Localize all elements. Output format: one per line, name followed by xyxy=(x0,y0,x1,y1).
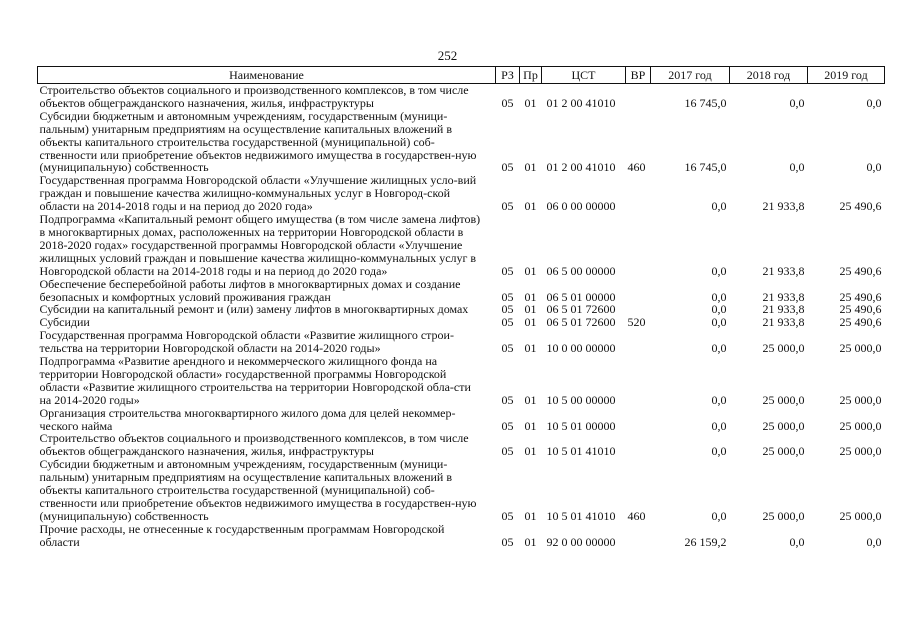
row-cst: 06 5 00 00000 xyxy=(546,263,616,278)
header-2017: 2017 год xyxy=(651,67,730,84)
row-cst: 10 5 00 00000 xyxy=(546,392,616,407)
row-vr: 460 xyxy=(627,160,646,175)
row-cst: 06 5 01 72600 xyxy=(546,315,616,330)
row-vr xyxy=(626,523,651,549)
table-body xyxy=(38,84,885,549)
row-pr: 01 xyxy=(524,315,537,330)
row-2019: 0,0 xyxy=(866,95,882,110)
row-rz: 05 xyxy=(501,392,514,407)
row-2018: 25 000,0 xyxy=(762,418,805,433)
row-name: Субсидии бюджетным и автономным учреждениям, государственным (муници-пальным) унитарным предприятиям на осуществление капитальных вложений в объекты капитального строительства государственной (муниципальной) соб-ственности или приобретение объектов недвижимого имущества в государствен-ную (муниципальную) собственность xyxy=(39,108,477,175)
row-2018: 21 933,8 xyxy=(762,199,805,214)
row-2018: 25 000,0 xyxy=(762,341,805,356)
row-2019: 0,0 xyxy=(866,534,882,549)
row-name: Строительство объектов социального и производственного комплексов, в том числе объектов общегражданского назначения, жилья, инфраструктуры xyxy=(39,83,469,110)
row-rz: 05 xyxy=(501,534,514,549)
row-cst: 01 2 00 41010 xyxy=(546,160,616,175)
budget-table xyxy=(37,66,885,549)
row-2019: 25 490,6 xyxy=(839,315,882,330)
row-name: Подпрограмма «Развитие арендного и некоммерческого жилищного фонда на территории Новгородской области» государственной программы Новгородской области «Развитие жилищного строительства на территории Новгородской обла-сти на 2014-2020 годы» xyxy=(39,354,471,407)
row-cst: 10 0 00 00000 xyxy=(546,341,616,356)
table-row xyxy=(38,110,885,175)
table-row xyxy=(38,355,885,407)
row-rz: 05 xyxy=(501,444,514,459)
row-vr: 460 xyxy=(627,508,646,523)
row-name: Субсидии xyxy=(39,315,90,330)
row-2017: 0,0 xyxy=(711,392,727,407)
row-2019: 25 000,0 xyxy=(839,418,882,433)
row-rz: 05 xyxy=(501,160,514,175)
row-2017: 16 745,0 xyxy=(684,95,727,110)
row-2017: 0,0 xyxy=(711,508,727,523)
row-cst: 06 0 00 00000 xyxy=(546,199,616,214)
row-vr xyxy=(626,174,651,213)
row-2019: 25 000,0 xyxy=(839,508,882,523)
row-2019: 25 000,0 xyxy=(839,444,882,459)
row-name: Государственная программа Новгородской области «Развитие жилищного строи-тельства на территории Новгородской области на 2014-2020 годы» xyxy=(39,328,454,356)
row-vr xyxy=(626,213,651,278)
row-rz: 05 xyxy=(501,199,514,214)
row-2019: 0,0 xyxy=(866,160,882,175)
row-2019: 25 490,6 xyxy=(839,302,882,317)
row-2019: 25 000,0 xyxy=(839,392,882,407)
row-rz: 05 xyxy=(501,508,514,523)
row-vr: 520 xyxy=(627,315,646,330)
row-vr xyxy=(626,278,651,304)
table-row xyxy=(38,213,885,278)
table-row xyxy=(38,407,885,433)
row-name: Субсидии на капитальный ремонт и (или) замену лифтов в многоквартирных домах xyxy=(39,302,469,317)
row-cst: 10 5 01 41010 xyxy=(546,444,616,459)
row-rz: 05 xyxy=(501,315,514,330)
row-pr: 01 xyxy=(524,418,537,433)
row-cst: 06 5 01 72600 xyxy=(546,302,616,317)
table-header xyxy=(38,67,885,84)
row-vr xyxy=(626,407,651,433)
row-pr: 01 xyxy=(524,289,537,304)
row-rz: 05 xyxy=(501,418,514,433)
row-cst: 92 0 00 00000 xyxy=(546,534,616,549)
table-row xyxy=(38,174,885,213)
row-2017: 0,0 xyxy=(711,302,727,317)
header-rz: РЗ xyxy=(496,67,520,84)
table-row xyxy=(38,458,885,523)
row-pr: 01 xyxy=(524,95,537,110)
row-2018: 21 933,8 xyxy=(762,315,805,330)
row-2017: 0,0 xyxy=(711,444,727,459)
row-2017: 0,0 xyxy=(711,289,727,304)
row-cst: 10 5 01 41010 xyxy=(546,508,616,523)
header-2018: 2018 год xyxy=(730,67,808,84)
table-row xyxy=(38,432,885,458)
row-vr xyxy=(626,329,651,355)
row-2018: 25 000,0 xyxy=(762,444,805,459)
row-pr: 01 xyxy=(524,392,537,407)
table-row xyxy=(38,523,885,549)
row-name: Субсидии бюджетным и автономным учреждениям, государственным (муници-пальным) унитарным предприятиям на осуществление капитальных вложений в объекты капитального строительства государственной (муниципальной) соб-ственности или приобретение объектов недвижимого имущества в государствен-ную (муниципальную) собственность xyxy=(39,457,477,523)
header-pr: Пр xyxy=(520,67,542,84)
row-name: Прочие расходы, не отнесенные к государственным программам Новгородской области xyxy=(39,521,445,549)
row-vr xyxy=(626,432,651,458)
row-2018: 21 933,8 xyxy=(762,302,805,317)
row-2018: 25 000,0 xyxy=(762,392,805,407)
row-rz: 05 xyxy=(501,263,514,278)
row-pr: 01 xyxy=(524,302,537,317)
row-rz: 05 xyxy=(501,302,514,317)
row-cst: 06 5 01 00000 xyxy=(546,289,616,304)
row-2017: 0,0 xyxy=(711,418,727,433)
header-vr: ВР xyxy=(626,67,651,84)
row-2018: 21 933,8 xyxy=(762,289,805,304)
row-2018: 21 933,8 xyxy=(762,263,805,278)
row-name: Строительство объектов социального и производственного комплексов, в том числе объектов общегражданского назначения, жилья, инфраструктуры xyxy=(39,431,469,459)
row-2017: 0,0 xyxy=(711,315,727,330)
row-2018: 0,0 xyxy=(789,160,805,175)
row-name: Обеспечение бесперебойной работы лифтов в многоквартирных домах и создание безопасных и комфортных условий проживания граждан xyxy=(39,276,461,304)
row-name: Подпрограмма «Капитальный ремонт общего имущества (в том числе замена лифтов) в многоквартирных домах, расположенных на территории Новгородской области в 2018-2020 годах» государственной программы Новгородской области «Улучшение жилищных условий граждан и повышение качества жилищно-коммунальных услуг в Новгородской области на 2014-2018 годы и на период до 2020 года» xyxy=(39,212,481,278)
row-vr xyxy=(626,355,651,407)
row-pr: 01 xyxy=(524,444,537,459)
row-name: Организация строительства многоквартирного жилого дома для целей некоммер-ческого найма xyxy=(39,405,456,433)
table-row xyxy=(38,278,885,304)
row-cst: 01 2 00 41010 xyxy=(546,95,616,110)
row-2018: 25 000,0 xyxy=(762,508,805,523)
row-2019: 25 000,0 xyxy=(839,341,882,356)
row-2017: 16 745,0 xyxy=(684,160,727,175)
row-2017: 26 159,2 xyxy=(684,534,727,549)
row-pr: 01 xyxy=(524,508,537,523)
row-2019: 25 490,6 xyxy=(839,199,882,214)
row-pr: 01 xyxy=(524,160,537,175)
row-2018: 0,0 xyxy=(789,95,805,110)
table-row xyxy=(38,329,885,355)
row-rz: 05 xyxy=(501,289,514,304)
row-pr: 01 xyxy=(524,341,537,356)
row-2019: 25 490,6 xyxy=(839,289,882,304)
row-2019: 25 490,6 xyxy=(839,263,882,278)
row-rz: 05 xyxy=(501,95,514,110)
row-name: Государственная программа Новгородской области «Улучшение жилищных усло-вий граждан и повышение качества жилищно-коммунальных услуг в Новгород-ской области на 2014-2018 годы и на период до 2020 года» xyxy=(39,173,477,214)
row-2017: 0,0 xyxy=(711,263,727,278)
table-row xyxy=(38,84,885,110)
row-2017: 0,0 xyxy=(711,341,727,356)
page-number: 252 xyxy=(437,48,458,63)
header-name: Наименование xyxy=(38,67,496,84)
row-rz: 05 xyxy=(501,341,514,356)
header-cst: ЦСТ xyxy=(542,67,626,84)
table-row xyxy=(38,303,885,316)
row-2017: 0,0 xyxy=(711,199,727,214)
row-vr xyxy=(626,84,651,110)
header-2019: 2019 год xyxy=(808,67,885,84)
row-2018: 0,0 xyxy=(789,534,805,549)
row-pr: 01 xyxy=(524,534,537,549)
row-cst: 10 5 01 00000 xyxy=(546,418,616,433)
row-pr: 01 xyxy=(524,263,537,278)
row-pr: 01 xyxy=(524,199,537,214)
